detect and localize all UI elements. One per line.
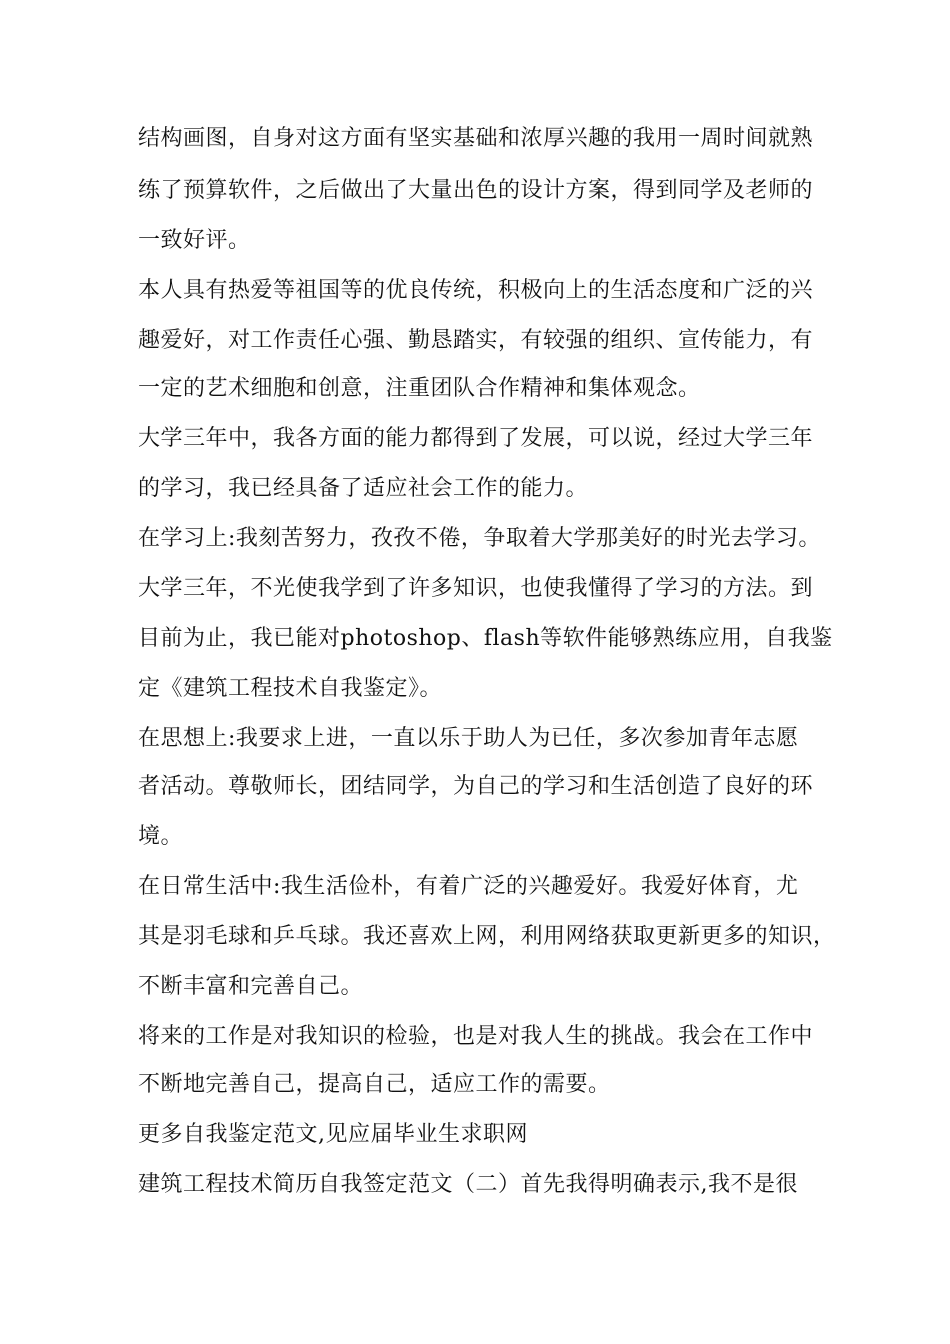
text-line: 境。 [138,824,184,849]
text-line: 结构画图，自身对这方面有坚实基础和浓厚兴趣的我用一周时间就熟 [138,126,814,151]
text-line: 建筑工程技术简历自我签定范文（二）首先我得明确表示,我不是很 [138,1172,798,1197]
text-line: 更多自我鉴定范文,见应届毕业生求职网 [138,1122,528,1147]
text-line: 在思想上:我要求上进，一直以乐于助人为已任，多次参加青年志愿 [138,726,799,751]
text-line: 定《建筑工程技术自我鉴定》。 [138,676,443,701]
text-line: 的学习，我已经具备了适应社会工作的能力。 [138,476,589,501]
text-line: 在日常生活中:我生活俭朴，有着广泛的兴趣爱好。我爱好体育，尤 [138,874,799,899]
text-line: 目前为止，我已能对photoshop、flash等软件能够熟练应用，自我鉴 [138,626,833,651]
text-line: 大学三年，不光使我学到了许多知识，也使我懂得了学习的方法。到 [138,576,814,601]
text-line: 将来的工作是对我知识的检验，也是对我人生的挑战。我会在工作中 [138,1024,814,1049]
text-line: 趣爱好，对工作责任心强、勤恳踏实，有较强的组织、宣传能力，有 [138,328,814,353]
text-line: 一致好评。 [138,228,251,253]
text-line: 一定的艺术细胞和创意，注重团队合作精神和集体观念。 [138,376,701,401]
text-line: 不断丰富和完善自己。 [138,974,364,999]
text-line: 本人具有热爱等祖国等的优良传统，积极向上的生活态度和广泛的兴 [138,278,814,303]
text-line: 练了预算软件，之后做出了大量出色的设计方案，得到同学及老师的 [138,178,814,203]
text-line: 大学三年中，我各方面的能力都得到了发展，可以说，经过大学三年 [138,426,814,451]
text-line: 其是羽毛球和乒乓球。我还喜欢上网，利用网络获取更新更多的知识， [138,924,836,949]
text-line: 在学习上:我刻苦努力，孜孜不倦，争取着大学那美好的时光去学习。 [138,526,821,551]
text-line: 者活动。尊敬师长，团结同学，为自己的学习和生活创造了良好的环 [138,774,814,799]
text-line: 不断地完善自己，提高自己，适应工作的需要。 [138,1072,611,1097]
